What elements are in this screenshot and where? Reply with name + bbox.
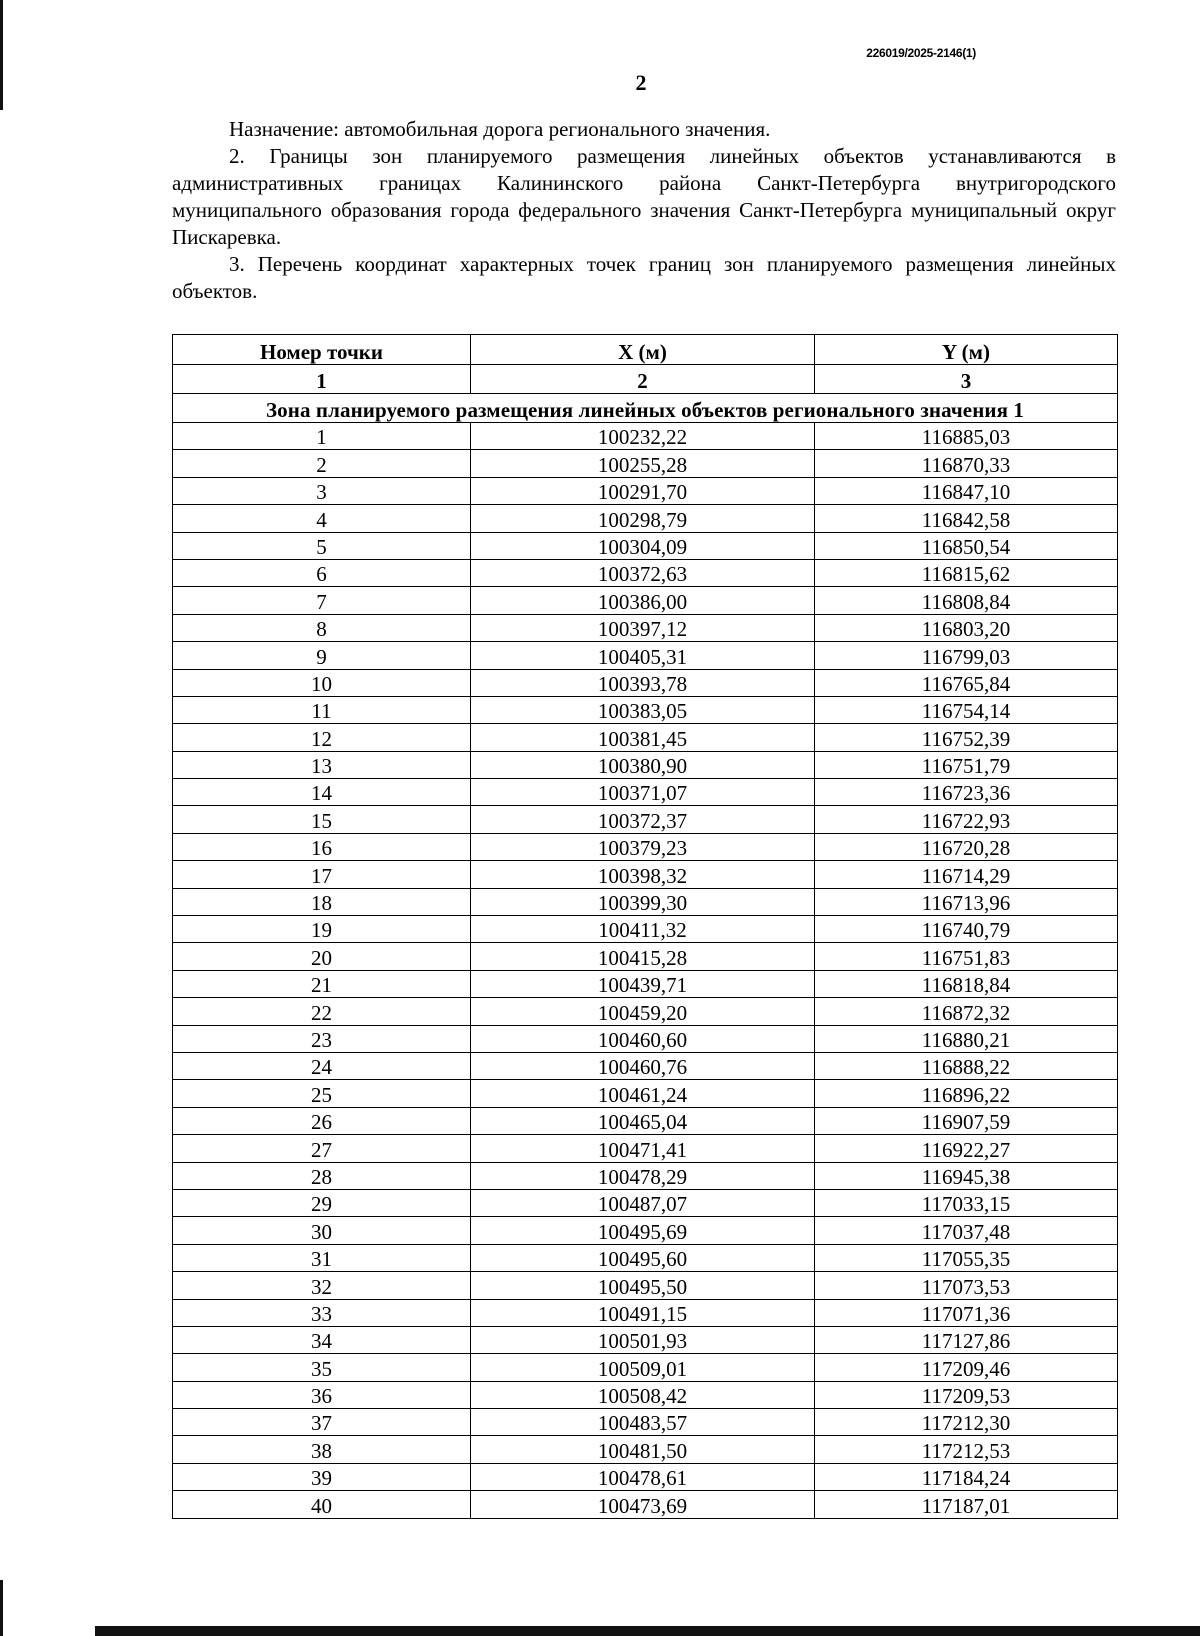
point-number-cell: 10 xyxy=(173,669,471,696)
point-number-cell: 23 xyxy=(173,1025,471,1052)
point-number-cell: 39 xyxy=(173,1463,471,1490)
point-number-cell: 14 xyxy=(173,779,471,806)
header-x: X (м) xyxy=(471,335,815,365)
point-number-cell: 34 xyxy=(173,1326,471,1353)
x-coordinate-cell: 100371,07 xyxy=(471,779,815,806)
point-number-cell: 6 xyxy=(173,559,471,586)
point-number-cell: 12 xyxy=(173,724,471,751)
y-coordinate-cell: 116888,22 xyxy=(815,1052,1118,1079)
column-number-row xyxy=(173,365,1118,394)
point-number-cell: 25 xyxy=(173,1080,471,1107)
point-number-cell: 4 xyxy=(173,505,471,532)
x-coordinate-cell: 100465,04 xyxy=(471,1107,815,1134)
x-coordinate-cell: 100439,71 xyxy=(471,970,815,997)
coordinates-table xyxy=(172,334,1118,1519)
document-id: 226019/2025-2146(1) xyxy=(866,46,976,60)
point-number-cell: 27 xyxy=(173,1135,471,1162)
x-coordinate-cell: 100478,61 xyxy=(471,1463,815,1490)
y-coordinate-cell: 116723,36 xyxy=(815,779,1118,806)
x-coordinate-cell: 100399,30 xyxy=(471,888,815,915)
table-row xyxy=(173,505,1118,532)
x-coordinate-cell: 100460,60 xyxy=(471,1025,815,1052)
paragraph-purpose: Назначение: автомобильная дорога регионального значения. xyxy=(229,117,771,141)
x-coordinate-cell: 100461,24 xyxy=(471,1080,815,1107)
table-row xyxy=(173,1135,1118,1162)
point-number-cell: 35 xyxy=(173,1354,471,1381)
y-coordinate-cell: 116751,79 xyxy=(815,751,1118,778)
y-coordinate-cell: 116872,32 xyxy=(815,998,1118,1025)
y-coordinate-cell: 116799,03 xyxy=(815,642,1118,669)
y-coordinate-cell: 117037,48 xyxy=(815,1217,1118,1244)
x-coordinate-cell: 100291,70 xyxy=(471,477,815,504)
paragraph-coordinates-list: 3. Перечень координат характерных точек границ зон планируемого размещения линейных объектов. xyxy=(172,252,1116,303)
table-row xyxy=(173,1326,1118,1353)
page-number: 2 xyxy=(635,70,647,95)
point-number-cell: 38 xyxy=(173,1436,471,1463)
y-coordinate-cell: 116722,93 xyxy=(815,806,1118,833)
x-coordinate-cell: 100380,90 xyxy=(471,751,815,778)
zone-title-row xyxy=(173,394,1118,423)
table-row xyxy=(173,1436,1118,1463)
point-number-cell: 36 xyxy=(173,1381,471,1408)
x-coordinate-cell: 100372,63 xyxy=(471,559,815,586)
x-coordinate-cell: 100478,29 xyxy=(471,1162,815,1189)
table-row xyxy=(173,779,1118,806)
x-coordinate-cell: 100495,50 xyxy=(471,1272,815,1299)
table-row xyxy=(173,1299,1118,1326)
table-row xyxy=(173,751,1118,778)
point-number-cell: 11 xyxy=(173,696,471,723)
point-number-cell: 18 xyxy=(173,888,471,915)
y-coordinate-cell: 116922,27 xyxy=(815,1135,1118,1162)
point-number-cell: 22 xyxy=(173,998,471,1025)
x-coordinate-cell: 100483,57 xyxy=(471,1409,815,1436)
x-coordinate-cell: 100398,32 xyxy=(471,861,815,888)
table-row xyxy=(173,806,1118,833)
y-coordinate-cell: 116885,03 xyxy=(815,423,1118,450)
point-number-cell: 30 xyxy=(173,1217,471,1244)
x-coordinate-cell: 100481,50 xyxy=(471,1436,815,1463)
point-number-cell: 7 xyxy=(173,587,471,614)
table-row xyxy=(173,1272,1118,1299)
table-row xyxy=(173,1354,1118,1381)
table-row xyxy=(173,1491,1118,1518)
y-coordinate-cell: 116907,59 xyxy=(815,1107,1118,1134)
x-coordinate-cell: 100405,31 xyxy=(471,642,815,669)
table-row xyxy=(173,669,1118,696)
y-coordinate-cell: 116850,54 xyxy=(815,532,1118,559)
x-coordinate-cell: 100495,69 xyxy=(471,1217,815,1244)
table-row xyxy=(173,477,1118,504)
zone-title: Зона планируемого размещения линейных объектов регионального значения 1 xyxy=(173,394,1118,423)
table-row xyxy=(173,1162,1118,1189)
point-number-cell: 17 xyxy=(173,861,471,888)
y-coordinate-cell: 116751,83 xyxy=(815,943,1118,970)
table-row xyxy=(173,1107,1118,1134)
x-coordinate-cell: 100460,76 xyxy=(471,1052,815,1079)
table-row xyxy=(173,1409,1118,1436)
column-number: 2 xyxy=(471,365,815,394)
y-coordinate-cell: 117212,53 xyxy=(815,1436,1118,1463)
point-number-cell: 40 xyxy=(173,1491,471,1518)
y-coordinate-cell: 116896,22 xyxy=(815,1080,1118,1107)
x-coordinate-cell: 100393,78 xyxy=(471,669,815,696)
table-row xyxy=(173,888,1118,915)
table-row xyxy=(173,833,1118,860)
y-coordinate-cell: 116870,33 xyxy=(815,450,1118,477)
point-number-cell: 20 xyxy=(173,943,471,970)
table-row xyxy=(173,861,1118,888)
point-number-cell: 5 xyxy=(173,532,471,559)
y-coordinate-cell: 116808,84 xyxy=(815,587,1118,614)
y-coordinate-cell: 117055,35 xyxy=(815,1244,1118,1271)
table-header-row xyxy=(173,335,1118,365)
y-coordinate-cell: 116765,84 xyxy=(815,669,1118,696)
table-row xyxy=(173,1052,1118,1079)
point-number-cell: 9 xyxy=(173,642,471,669)
table-row xyxy=(173,970,1118,997)
x-coordinate-cell: 100383,05 xyxy=(471,696,815,723)
x-coordinate-cell: 100487,07 xyxy=(471,1189,815,1216)
y-coordinate-cell: 116847,10 xyxy=(815,477,1118,504)
x-coordinate-cell: 100298,79 xyxy=(471,505,815,532)
point-number-cell: 16 xyxy=(173,833,471,860)
x-coordinate-cell: 100379,23 xyxy=(471,833,815,860)
y-coordinate-cell: 116752,39 xyxy=(815,724,1118,751)
x-coordinate-cell: 100386,00 xyxy=(471,587,815,614)
table-row xyxy=(173,614,1118,641)
y-coordinate-cell: 116720,28 xyxy=(815,833,1118,860)
table-row xyxy=(173,532,1118,559)
paragraph-boundaries: 2. Границы зон планируемого размещения линейных объектов устанавливаются в административных границах Калининского района Санкт-Петербурга внутригородского муниципального образования города федерального значения Санкт-Петербурга муниципальный округ Пискаревка. xyxy=(172,144,1116,249)
point-number-cell: 33 xyxy=(173,1299,471,1326)
table-row xyxy=(173,1244,1118,1271)
table-row xyxy=(173,1463,1118,1490)
table-row xyxy=(173,587,1118,614)
table-row xyxy=(173,1025,1118,1052)
scan-edge-bottom xyxy=(95,1626,1200,1636)
scan-edge-left-lower xyxy=(0,1580,3,1636)
column-number: 1 xyxy=(173,365,471,394)
table-row xyxy=(173,450,1118,477)
table-row xyxy=(173,642,1118,669)
table-row xyxy=(173,559,1118,586)
point-number-cell: 29 xyxy=(173,1189,471,1216)
y-coordinate-cell: 116714,29 xyxy=(815,861,1118,888)
x-coordinate-cell: 100372,37 xyxy=(471,806,815,833)
y-coordinate-cell: 117127,86 xyxy=(815,1326,1118,1353)
y-coordinate-cell: 116754,14 xyxy=(815,696,1118,723)
y-coordinate-cell: 117184,24 xyxy=(815,1463,1118,1490)
point-number-cell: 28 xyxy=(173,1162,471,1189)
table-body xyxy=(173,423,1118,1519)
point-number-cell: 31 xyxy=(173,1244,471,1271)
x-coordinate-cell: 100411,32 xyxy=(471,916,815,943)
y-coordinate-cell: 116815,62 xyxy=(815,559,1118,586)
y-coordinate-cell: 116945,38 xyxy=(815,1162,1118,1189)
x-coordinate-cell: 100304,09 xyxy=(471,532,815,559)
table-row xyxy=(173,724,1118,751)
y-coordinate-cell: 116842,58 xyxy=(815,505,1118,532)
x-coordinate-cell: 100232,22 xyxy=(471,423,815,450)
point-number-cell: 8 xyxy=(173,614,471,641)
point-number-cell: 1 xyxy=(173,423,471,450)
table-row xyxy=(173,423,1118,450)
y-coordinate-cell: 116713,96 xyxy=(815,888,1118,915)
body-text xyxy=(172,116,1116,305)
x-coordinate-cell: 100508,42 xyxy=(471,1381,815,1408)
y-coordinate-cell: 116740,79 xyxy=(815,916,1118,943)
header-y: Y (м) xyxy=(815,335,1118,365)
point-number-cell: 26 xyxy=(173,1107,471,1134)
point-number-cell: 21 xyxy=(173,970,471,997)
header-point-number: Номер точки xyxy=(173,335,471,365)
x-coordinate-cell: 100255,28 xyxy=(471,450,815,477)
y-coordinate-cell: 117209,53 xyxy=(815,1381,1118,1408)
column-number: 3 xyxy=(815,365,1118,394)
table-row xyxy=(173,1189,1118,1216)
x-coordinate-cell: 100473,69 xyxy=(471,1491,815,1518)
x-coordinate-cell: 100491,15 xyxy=(471,1299,815,1326)
table-row xyxy=(173,1217,1118,1244)
x-coordinate-cell: 100459,20 xyxy=(471,998,815,1025)
table-row xyxy=(173,943,1118,970)
y-coordinate-cell: 117212,30 xyxy=(815,1409,1118,1436)
y-coordinate-cell: 117209,46 xyxy=(815,1354,1118,1381)
y-coordinate-cell: 117071,36 xyxy=(815,1299,1118,1326)
x-coordinate-cell: 100509,01 xyxy=(471,1354,815,1381)
x-coordinate-cell: 100415,28 xyxy=(471,943,815,970)
x-coordinate-cell: 100495,60 xyxy=(471,1244,815,1271)
y-coordinate-cell: 117187,01 xyxy=(815,1491,1118,1518)
y-coordinate-cell: 116818,84 xyxy=(815,970,1118,997)
point-number-cell: 2 xyxy=(173,450,471,477)
point-number-cell: 24 xyxy=(173,1052,471,1079)
point-number-cell: 19 xyxy=(173,916,471,943)
point-number-cell: 3 xyxy=(173,477,471,504)
table-row xyxy=(173,916,1118,943)
y-coordinate-cell: 117073,53 xyxy=(815,1272,1118,1299)
point-number-cell: 13 xyxy=(173,751,471,778)
table-row xyxy=(173,696,1118,723)
y-coordinate-cell: 116803,20 xyxy=(815,614,1118,641)
point-number-cell: 15 xyxy=(173,806,471,833)
y-coordinate-cell: 117033,15 xyxy=(815,1189,1118,1216)
x-coordinate-cell: 100381,45 xyxy=(471,724,815,751)
x-coordinate-cell: 100397,12 xyxy=(471,614,815,641)
table-row xyxy=(173,1080,1118,1107)
point-number-cell: 32 xyxy=(173,1272,471,1299)
table-row xyxy=(173,998,1118,1025)
x-coordinate-cell: 100471,41 xyxy=(471,1135,815,1162)
x-coordinate-cell: 100501,93 xyxy=(471,1326,815,1353)
y-coordinate-cell: 116880,21 xyxy=(815,1025,1118,1052)
table-row xyxy=(173,1381,1118,1408)
point-number-cell: 37 xyxy=(173,1409,471,1436)
